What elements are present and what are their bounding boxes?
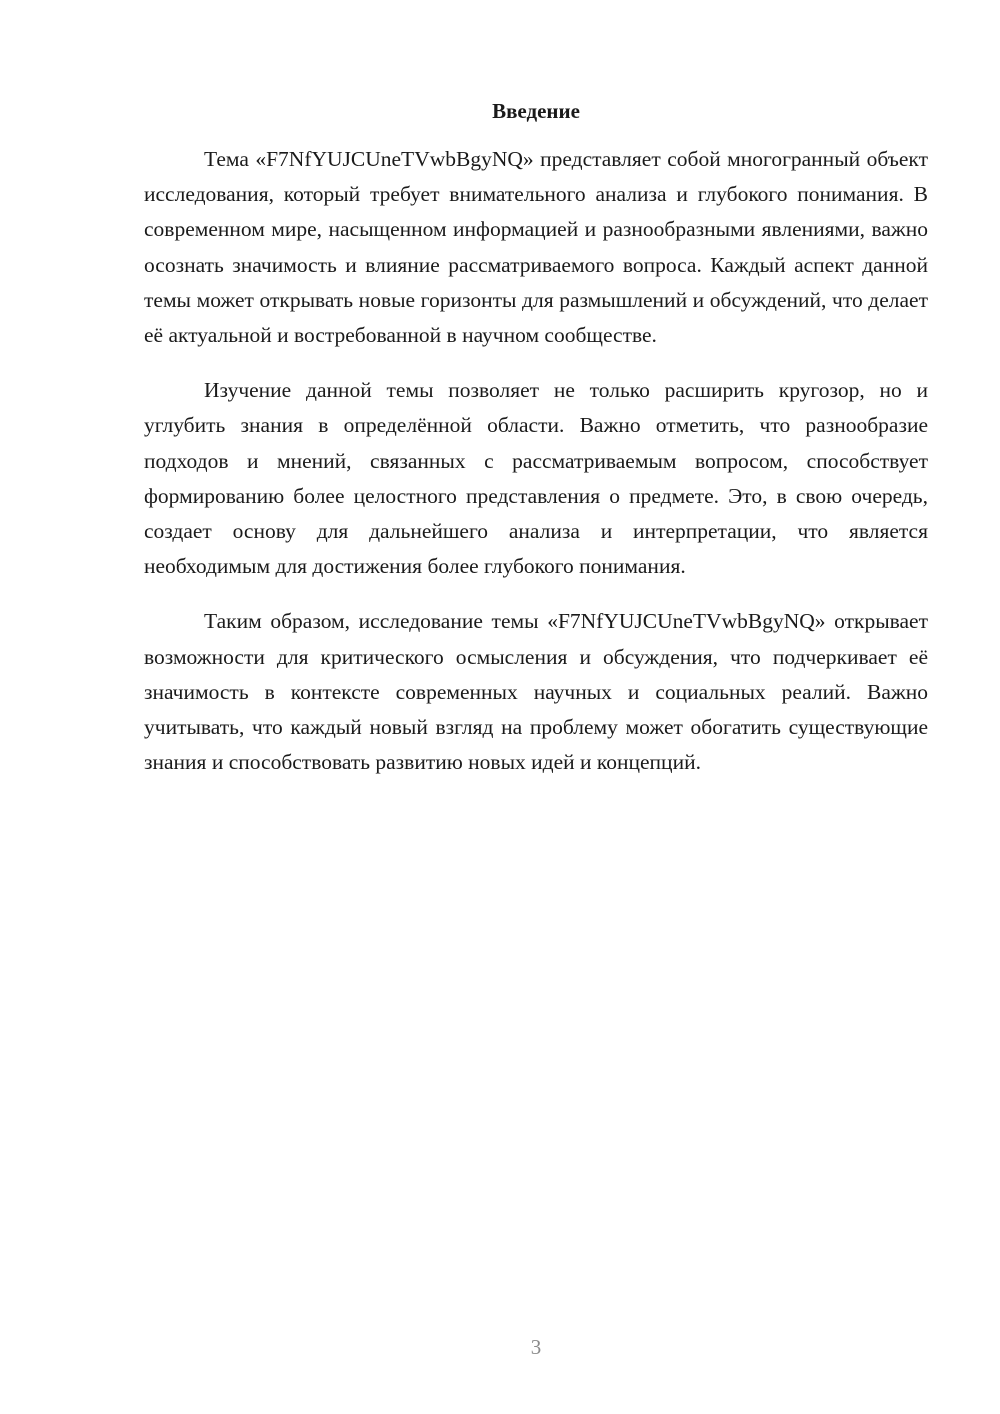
paragraph-2: Изучение данной темы позволяет не только расширить кругозор, но и углубить знания в определённой области. Важно отметить, что разнообразие подходов и мнений, связанных с рассматриваемым вопросом, способствует формированию более целостного представления о предмете. Это, в свою очередь, создает основу для дальнейшего анализа и интерпретации, что является необходимым для достижения более глубокого понимания. — [144, 378, 928, 579]
paragraph-3: Таким образом, исследование темы «F7NfYUJCUneTVwbBgyNQ» открывает возможности для критического осмысления и обсуждения, что подчеркивает её значимость в контексте современных научных и социальных реалий. Важно учитывать, что каждый новый взгляд на проблему может обогатить существующие знания и способствовать развитию новых идей и концепций. — [144, 609, 928, 775]
page-number: 3 — [530, 1335, 542, 1359]
paragraph-1: Тема «F7NfYUJCUneTVwbBgyNQ» представляет собой многогранный объект исследования, который требует внимательного анализа и глубокого понимания. В современном мире, насыщенном информацией и разнообразными явлениями, важно осознать значимость и влияние рассматриваемого вопроса. Каждый аспект данной темы может открывать новые горизонты для размышлений и обсуждений, что делает её актуальной и востребованной в научном сообществе. — [144, 147, 928, 348]
section-heading: Введение — [492, 99, 580, 123]
body-text — [144, 142, 928, 800]
